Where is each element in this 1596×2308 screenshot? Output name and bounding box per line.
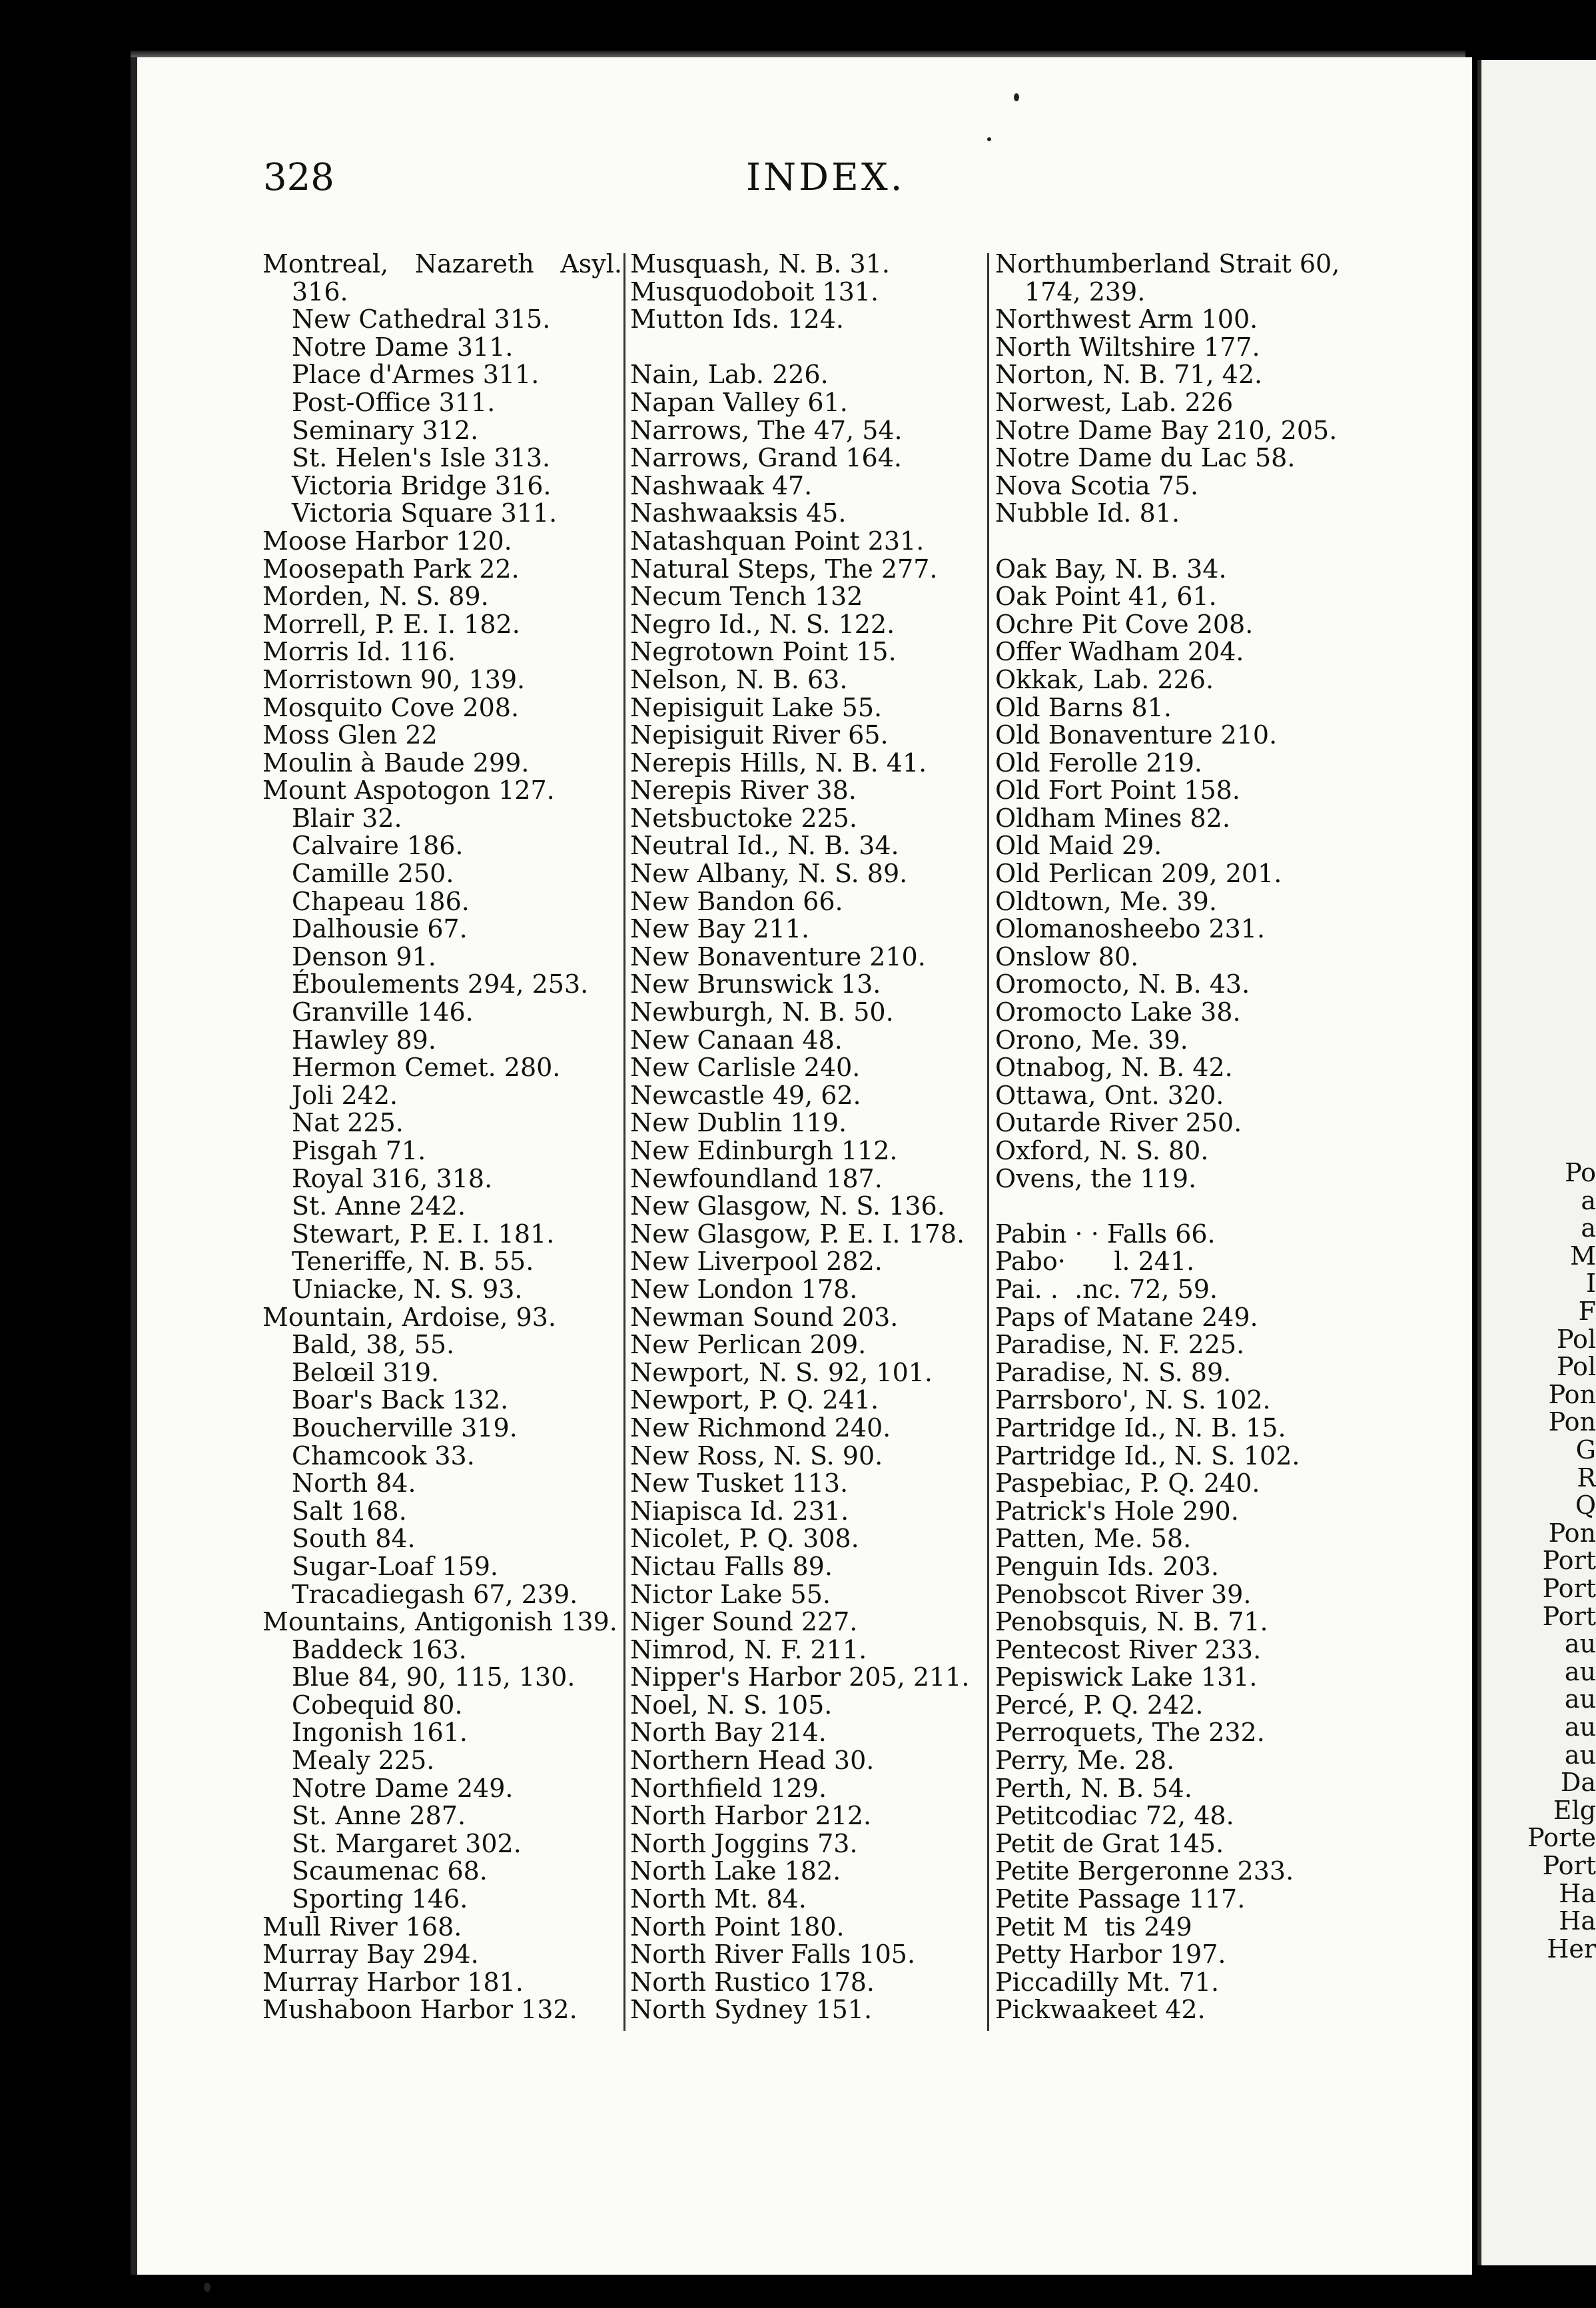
index-entry: North Rustico 178.	[630, 1967, 875, 1997]
index-entry: Old Maid 29.	[995, 831, 1162, 861]
section-gap	[995, 1193, 1355, 1221]
page-number: 328	[263, 156, 334, 199]
index-subentry: Sporting 146.	[292, 1884, 468, 1914]
adjacent-page-fragment: au	[1564, 1656, 1596, 1686]
index-subentry: North 84.	[292, 1468, 416, 1498]
index-entry: Nepisiguit River 65.	[630, 720, 889, 750]
index-subentry: Granville 146.	[292, 997, 474, 1027]
index-subentry: Seminary 312.	[292, 415, 479, 445]
index-entry: Narrows, The 47, 54.	[630, 415, 903, 445]
index-entry: Orono, Me. 39.	[995, 1025, 1188, 1055]
adjacent-page-fragment: au	[1564, 1629, 1596, 1659]
index-entry: Neutral Id., N. B. 34.	[630, 831, 899, 861]
index-entry: Natashquan Point 231.	[630, 526, 925, 556]
index-subentry: St. Helen's Isle 313.	[292, 443, 551, 473]
index-subentry: Hawley 89.	[292, 1025, 436, 1055]
index-subentry: New Cathedral 315.	[292, 304, 551, 334]
index-entry: New Perlican 209.	[630, 1330, 867, 1360]
index-entry: Negrotown Point 15.	[630, 637, 897, 667]
adjacent-page-fragment: Elg	[1553, 1795, 1596, 1825]
index-entry: Newburgh, N. B. 50.	[630, 997, 894, 1027]
index-subentry: Éboulements 294, 253.	[292, 969, 589, 999]
index-entry: Morden, N. S. 89.	[262, 582, 489, 612]
index-entry: Niapisca Id. 231.	[630, 1496, 849, 1526]
index-entry: Ottawa, Ont. 320.	[995, 1080, 1224, 1110]
index-subentry: Ingonish 161.	[292, 1718, 468, 1748]
index-subentry: Cobequid 80.	[292, 1690, 463, 1720]
index-entry: North Wiltshire 177.	[995, 332, 1260, 362]
index-entry: Penobscot River 39.	[995, 1579, 1252, 1609]
index-subentry: Victoria Square 311.	[292, 498, 558, 528]
index-entry: Partridge Id., N. S. 102.	[995, 1441, 1300, 1470]
index-entry: Notre Dame du Lac 58.	[995, 443, 1296, 473]
index-subentry: Bald, 38, 55.	[292, 1330, 455, 1360]
index-entry: Piccadilly Mt. 71.	[995, 1967, 1220, 1997]
index-entry: Okkak, Lab. 226.	[995, 664, 1214, 694]
index-entry: Nashwaaksis 45.	[630, 498, 847, 528]
index-entry: Necum Tench 132	[630, 582, 863, 612]
index-entry: Musquash, N. B. 31.	[630, 249, 890, 279]
index-entry: Nicolet, P. Q. 308.	[630, 1524, 859, 1554]
adjacent-page-fragment: Port	[1542, 1601, 1596, 1631]
index-entry: Natural Steps, The 277.	[630, 554, 938, 584]
index-entry: Patrick's Hole 290.	[995, 1496, 1239, 1526]
adjacent-page-fragment: Q	[1575, 1490, 1596, 1520]
index-subentry: Calvaire 186.	[292, 831, 464, 861]
index-subentry: Teneriffe, N. B. 55.	[292, 1247, 534, 1277]
index-entry: Oxford, N. S. 80.	[995, 1136, 1209, 1165]
adjacent-page-fragment: Porte	[1527, 1823, 1596, 1853]
index-entry: Nubble Id. 81.	[995, 498, 1180, 528]
adjacent-page-fragment: au	[1564, 1684, 1596, 1714]
index-entry: New Dublin 119.	[630, 1108, 847, 1138]
adjacent-page-fragment: Port	[1542, 1851, 1596, 1880]
index-entry: Northwest Arm 100.	[995, 304, 1258, 334]
index-entry: Newman Sound 203.	[630, 1302, 899, 1332]
index-entry: Mountains, Antigonish 139.	[262, 1607, 617, 1637]
index-entry: New Liverpool 282.	[630, 1247, 883, 1277]
index-subentry: Dalhousie 67.	[292, 914, 468, 944]
adjacent-page-edge	[1477, 60, 1596, 2265]
adjacent-page-fragment: Ha	[1559, 1878, 1596, 1908]
index-entry: North Point 180.	[630, 1912, 845, 1942]
index-entry: Musquodoboit 131.	[630, 277, 879, 306]
adjacent-page-fragment: Pon	[1548, 1407, 1596, 1437]
ink-speck	[204, 2283, 210, 2292]
adjacent-page-fragment: Pon	[1548, 1379, 1596, 1409]
adjacent-page-fragment: Da	[1560, 1768, 1596, 1798]
index-entry: Mushaboon Harbor 132.	[262, 1995, 578, 2025]
index-subentry: St. Anne 242.	[292, 1191, 466, 1221]
index-entry: New London 178.	[630, 1274, 858, 1304]
index-entry: Parrsboro', N. S. 102.	[995, 1385, 1271, 1415]
index-column-1	[262, 251, 622, 2024]
index-entry: Nerepis River 38.	[630, 776, 857, 806]
index-entry: New Tusket 113.	[630, 1468, 849, 1498]
index-subentry: Hermon Cemet. 280.	[292, 1053, 561, 1083]
index-entry: Offer Wadham 204.	[995, 637, 1244, 667]
index-subentry: Royal 316, 318.	[292, 1163, 493, 1193]
adjacent-page-fragment: M	[1570, 1241, 1596, 1271]
index-subentry: Uniacke, N. S. 93.	[292, 1274, 523, 1304]
index-entry: Moose Harbor 120.	[262, 526, 512, 556]
index-subentry: Notre Dame 311.	[292, 332, 514, 362]
index-entry: New Edinburgh 112.	[630, 1136, 898, 1165]
adjacent-page-fragment: Port	[1542, 1574, 1596, 1603]
index-entry: Newcastle 49, 62.	[630, 1080, 861, 1110]
index-entry: Oldham Mines 82.	[995, 803, 1230, 833]
adjacent-page-fragment: a	[1581, 1185, 1596, 1215]
index-entry: Oak Bay, N. B. 34.	[995, 554, 1227, 584]
adjacent-page-fragment: I	[1585, 1269, 1596, 1299]
index-entry: Percé, P. Q. 242.	[995, 1690, 1204, 1720]
index-entry: Negro Id., N. S. 122.	[630, 609, 895, 639]
index-column-2	[630, 251, 985, 2024]
adjacent-page-fragment: Port	[1542, 1546, 1596, 1576]
index-subentry: Victoria Bridge 316.	[292, 470, 552, 500]
index-entry: Murray Harbor 181.	[262, 1967, 524, 1997]
index-entry: Nain, Lab. 226.	[630, 360, 829, 390]
index-entry: North Harbor 212.	[630, 1801, 872, 1831]
index-subentry: Belœil 319.	[292, 1357, 440, 1387]
index-subentry: Joli 242.	[292, 1080, 398, 1110]
adjacent-page-fragment: R	[1577, 1462, 1596, 1492]
index-subentry: Place d'Armes 311.	[292, 360, 540, 390]
index-entry: Nashwaak 47.	[630, 470, 813, 500]
index-entry: Ochre Pit Cove 208.	[995, 609, 1254, 639]
index-entry: Pabin · · Falls 66.	[995, 1219, 1216, 1249]
index-entry: North Mt. 84.	[630, 1884, 807, 1914]
index-subentry: St. Margaret 302.	[292, 1828, 522, 1858]
index-entry: Moss Glen 22	[262, 720, 438, 750]
adjacent-page-fragment: Pol	[1556, 1352, 1596, 1382]
index-entry: North Joggins 73.	[630, 1828, 858, 1858]
index-subentry: Blue 84, 90, 115, 130.	[292, 1662, 576, 1692]
index-entry: Norwest, Lab. 226	[995, 387, 1234, 417]
index-subentry: Denson 91.	[292, 941, 436, 971]
index-subentry: Boucherville 319.	[292, 1413, 518, 1442]
section-gap	[995, 528, 1355, 556]
index-entry: New Bonaventure 210.	[630, 941, 926, 971]
index-entry: Old Bonaventure 210.	[995, 720, 1278, 750]
index-entry: Pickwaakeet 42.	[995, 1995, 1206, 2025]
index-entry: North Bay 214.	[630, 1718, 827, 1748]
adjacent-page-fragment: Pol	[1556, 1324, 1596, 1354]
index-entry: Nelson, N. B. 63.	[630, 664, 848, 694]
index-entry: Nerepis Hills, N. B. 41.	[630, 748, 927, 778]
index-entry: New Bay 211.	[630, 914, 810, 944]
ink-speck	[1014, 93, 1019, 101]
adjacent-page-fragment: G	[1575, 1435, 1596, 1464]
index-subentry: Nat 225.	[292, 1108, 404, 1138]
index-entry: Mutton Ids. 124.	[630, 304, 844, 334]
index-entry: Old Perlican 209, 201.	[995, 859, 1282, 889]
index-entry: North River Falls 105.	[630, 1940, 916, 1970]
index-subentry: Boar's Back 132.	[292, 1385, 509, 1415]
index-entry: Old Barns 81.	[995, 692, 1172, 722]
index-entry: Narrows, Grand 164.	[630, 443, 902, 473]
index-entry: Newport, P. Q. 241.	[630, 1385, 879, 1415]
index-entry: Perry, Me. 28.	[995, 1746, 1175, 1776]
index-subentry: Mealy 225.	[292, 1746, 435, 1776]
index-entry: Petit M tis 249	[995, 1912, 1192, 1942]
index-entry: Outarde River 250.	[995, 1108, 1242, 1138]
index-subentry: Sugar-Loaf 159.	[292, 1551, 499, 1581]
index-entry: Patten, Me. 58.	[995, 1524, 1192, 1554]
index-entry: Penobsquis, N. B. 71.	[995, 1607, 1268, 1637]
index-entry: Pepiswick Lake 131.	[995, 1662, 1258, 1692]
column-rule	[623, 253, 625, 2031]
index-entry: Nipper's Harbor 205, 211.	[630, 1662, 970, 1692]
index-entry: Petitcodiac 72, 48.	[995, 1801, 1234, 1831]
index-entry: Northumberland Strait 60,	[995, 249, 1340, 279]
index-entry-continuation: 316.	[292, 277, 348, 306]
index-entry: Nepisiguit Lake 55.	[630, 692, 883, 722]
adjacent-page-fragment: au	[1564, 1740, 1596, 1770]
index-entry: Mosquito Cove 208.	[262, 692, 520, 722]
index-entry: Otnabog, N. B. 42.	[995, 1053, 1233, 1083]
ink-speck	[987, 137, 991, 141]
index-entry: Pentecost River 233.	[995, 1634, 1262, 1664]
index-entry: New Carlisle 240.	[630, 1053, 861, 1083]
adjacent-page-fragment: Her	[1547, 1934, 1596, 1964]
index-entry: Pabo· l. 241.	[995, 1247, 1195, 1277]
index-entry: New Glasgow, N. S. 136.	[630, 1191, 945, 1221]
index-entry: New Canaan 48.	[630, 1025, 843, 1055]
adjacent-page-fragment: a	[1581, 1213, 1596, 1243]
index-subentry: Blair 32.	[292, 803, 402, 833]
index-entry: Paradise, N. S. 89.	[995, 1357, 1232, 1387]
index-entry: Oak Point 41, 61.	[995, 582, 1217, 612]
index-entry: Paps of Matane 249.	[995, 1302, 1258, 1332]
index-subentry: St. Anne 287.	[292, 1801, 466, 1831]
column-rule	[987, 253, 989, 2031]
index-entry: Newfoundland 187.	[630, 1163, 883, 1193]
index-entry: Petite Passage 117.	[995, 1884, 1246, 1914]
index-subentry: Tracadiegash 67, 239.	[292, 1579, 578, 1609]
section-gap	[630, 334, 985, 362]
index-entry: Murray Bay 294.	[262, 1940, 479, 1970]
index-entry: New Richmond 240.	[630, 1413, 891, 1442]
index-entry: Perth, N. B. 54.	[995, 1773, 1192, 1803]
index-entry: Napan Valley 61.	[630, 387, 848, 417]
index-entry: Morris Id. 116.	[262, 637, 456, 667]
index-entry: Nictau Falls 89.	[630, 1551, 833, 1581]
index-entry: North Lake 182.	[630, 1856, 841, 1886]
index-subentry: Post-Office 311.	[292, 387, 496, 417]
index-entry: North Sydney 151.	[630, 1995, 873, 2025]
index-entry: Newport, N. S. 92, 101.	[630, 1357, 933, 1387]
index-entry: Mountain, Ardoise, 93.	[262, 1302, 556, 1332]
index-entry: Morristown 90, 139.	[262, 664, 526, 694]
index-entry: Notre Dame Bay 210, 205.	[995, 415, 1338, 445]
index-entry: Paspebiac, P. Q. 240.	[995, 1468, 1260, 1498]
index-entry: Niger Sound 227.	[630, 1607, 858, 1637]
index-entry: Oromocto Lake 38.	[995, 997, 1241, 1027]
index-subentry: Stewart, P. E. I. 181.	[292, 1219, 555, 1249]
index-subentry: Chapeau 186.	[292, 886, 470, 916]
index-entry: Mount Aspotogon 127.	[262, 776, 555, 806]
index-entry: Northfield 129.	[630, 1773, 827, 1803]
index-entry: Petit de Grat 145.	[995, 1828, 1224, 1858]
index-entry: Paradise, N. F. 225.	[995, 1330, 1245, 1360]
adjacent-page-fragment: F	[1578, 1297, 1596, 1326]
index-column-3	[995, 251, 1355, 2024]
adjacent-page-fragment: Pon	[1548, 1518, 1596, 1548]
index-subentry: Notre Dame 249.	[292, 1773, 514, 1803]
index-entry: New Bandon 66.	[630, 886, 843, 916]
index-entry: Old Fort Point 158.	[995, 776, 1240, 806]
index-entry: Nimrod, N. F. 211.	[630, 1634, 867, 1664]
index-entry: Moulin à Baude 299.	[262, 748, 530, 778]
adjacent-page-fragment: au	[1564, 1712, 1596, 1742]
index-entry: New Ross, N. S. 90.	[630, 1441, 883, 1470]
index-entry: New Albany, N. S. 89.	[630, 859, 908, 889]
index-entry: Nictor Lake 55.	[630, 1579, 831, 1609]
index-subentry: South 84.	[292, 1524, 416, 1554]
index-entry: Partridge Id., N. B. 15.	[995, 1413, 1286, 1442]
index-entry: Noel, N. S. 105.	[630, 1690, 833, 1720]
index-entry: Netsbuctoke 225.	[630, 803, 857, 833]
adjacent-page-fragment: Po	[1565, 1158, 1596, 1187]
index-entry: Olomanosheebo 231.	[995, 914, 1266, 944]
index-subentry: Salt 168.	[292, 1496, 407, 1526]
index-entry: Penguin Ids. 203.	[995, 1551, 1219, 1581]
index-entry-continuation: 174, 239.	[1024, 277, 1146, 306]
index-subentry: Pisgah 71.	[292, 1136, 426, 1165]
index-subentry: Chamcook 33.	[292, 1441, 475, 1470]
index-entry: Petite Bergeronne 233.	[995, 1856, 1294, 1886]
index-subentry: Baddeck 163.	[292, 1634, 467, 1664]
index-entry: Perroquets, The 232.	[995, 1718, 1265, 1748]
index-entry: Mull River 168.	[262, 1912, 462, 1942]
index-subentry: Camille 250.	[292, 859, 454, 889]
index-entry: Petty Harbor 197.	[995, 1940, 1226, 1970]
index-entry: New Glasgow, P. E. I. 178.	[630, 1219, 965, 1249]
index-entry: New Brunswick 13.	[630, 969, 881, 999]
index-entry: Ovens, the 119.	[995, 1163, 1197, 1193]
index-entry: Oromocto, N. B. 43.	[995, 969, 1250, 999]
running-title: INDEX.	[746, 156, 905, 199]
index-subentry: Scaumenac 68.	[292, 1856, 488, 1886]
index-entry: Norton, N. B. 71, 42.	[995, 360, 1263, 390]
index-entry: Nova Scotia 75.	[995, 470, 1199, 500]
index-entry: Moosepath Park 22.	[262, 554, 520, 584]
index-entry: Montreal, Nazareth Asyl.	[262, 249, 622, 279]
index-entry: Pai. . .nc. 72, 59.	[995, 1274, 1218, 1304]
index-entry: Old Ferolle 219.	[995, 748, 1203, 778]
index-entry: Northern Head 30.	[630, 1746, 875, 1776]
adjacent-page-fragment: Ha	[1559, 1906, 1596, 1936]
index-entry: Onslow 80.	[995, 941, 1139, 971]
index-entry: Morrell, P. E. I. 182.	[262, 609, 520, 639]
index-entry: Oldtown, Me. 39.	[995, 886, 1217, 916]
